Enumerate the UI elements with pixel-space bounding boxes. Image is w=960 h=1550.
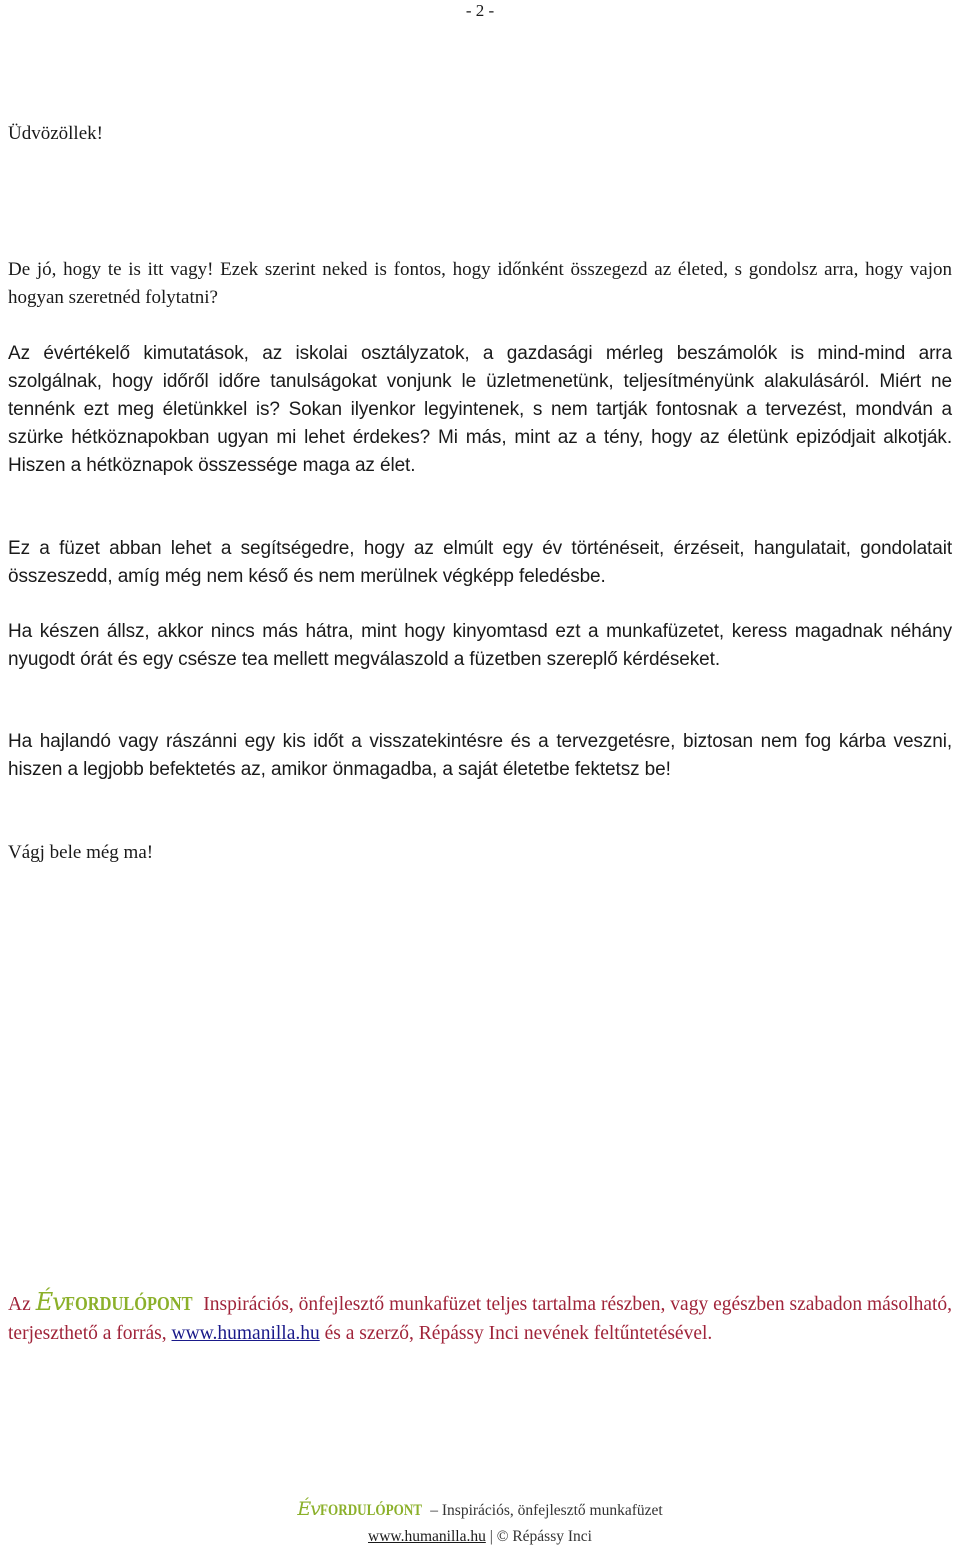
footer-author: © Répássy Inci <box>496 1528 592 1545</box>
page-number: - 2 - <box>465 1 495 20</box>
copyright-attribution: és a szerző, Répássy Inci nevének feltűntetésével. <box>324 1323 713 1344</box>
footer-credit-line <box>0 1524 960 1550</box>
page-footer <box>0 1496 960 1550</box>
copyright-prefix: Az <box>8 1294 31 1315</box>
brand-logo-ev: Év <box>35 1288 65 1316</box>
brand-logo <box>35 1288 199 1316</box>
footer-separator: | <box>489 1528 493 1545</box>
humanilla-link[interactable]: www.humanilla.hu <box>171 1323 320 1344</box>
footer-title-line <box>0 1496 960 1524</box>
paragraph-reflection: Az évértékelő kimutatások, az iskolai osztályzatok, a gazdasági mérleg beszámolók is mind-mind arra szolgálnak, hogy időről időre tanulságokat vonjunk le üzletmenetünk, teljesítményünk alakulásáról. Miért ne tennénk ezt meg életünkkel is? Sokan ilyenkor legyintenek, s nem tartják fontosnak a tervezést, mondván a szürke hétköznapokban ugyan mi lehet érdekes? Mi más, mint az a tény, hogy az életünk epizódjait alkotják. Hiszen a hétköznapok összessége maga az élet. <box>8 343 952 476</box>
footer-subtitle: – Inspirációs, önfejlesztő munkafüzet <box>430 1502 663 1519</box>
copyright-text: Inspirációs, önfejlesztő munkafüzet teljes tartalma részben, vagy egészben szabadon másolható, terjeszthető a forrás, <box>8 1294 953 1344</box>
brand-logo-word: FORDULÓPONT <box>64 1293 193 1315</box>
copyright-notice <box>8 1288 952 1348</box>
greeting: Üdvözöllek! <box>8 123 103 144</box>
footer-brand-logo <box>297 1498 426 1520</box>
footer-brand-ev: Év <box>297 1498 320 1520</box>
footer-brand-word: FORDULÓPONT <box>319 1502 422 1519</box>
paragraph-investment: Ha hajlandó vagy rászánni egy kis időt a visszatekintésre és a tervezgetésre, biztosan nem fog kárba veszni, hiszen a legjobb befektetés az, amikor önmagadba, a saját életetbe fektetsz be! <box>8 731 952 780</box>
paragraph-intro: De jó, hogy te is itt vagy! Ezek szerint neked is fontos, hogy időnként összegezd az életed, s gondolsz arra, hogy vajon hogyan szeretnéd folytatni? <box>8 259 952 308</box>
closing-line: Vágj bele még ma! <box>8 842 154 863</box>
paragraph-instructions: Ha készen állsz, akkor nincs más hátra, mint hogy kinyomtasd ezt a munkafüzetet, keress magadnak néhány nyugodt órát és egy csésze tea mellett megválaszold a füzetben szereplő kérdéseket. <box>8 621 952 670</box>
footer-link[interactable]: www.humanilla.hu <box>368 1528 486 1545</box>
paragraph-purpose: Ez a füzet abban lehet a segítségedre, hogy az elmúlt egy év történéseit, érzéseit, hangulatait, gondolatait összeszedd, amíg még nem késő és nem merülnek végképp feledésbe. <box>8 538 952 587</box>
